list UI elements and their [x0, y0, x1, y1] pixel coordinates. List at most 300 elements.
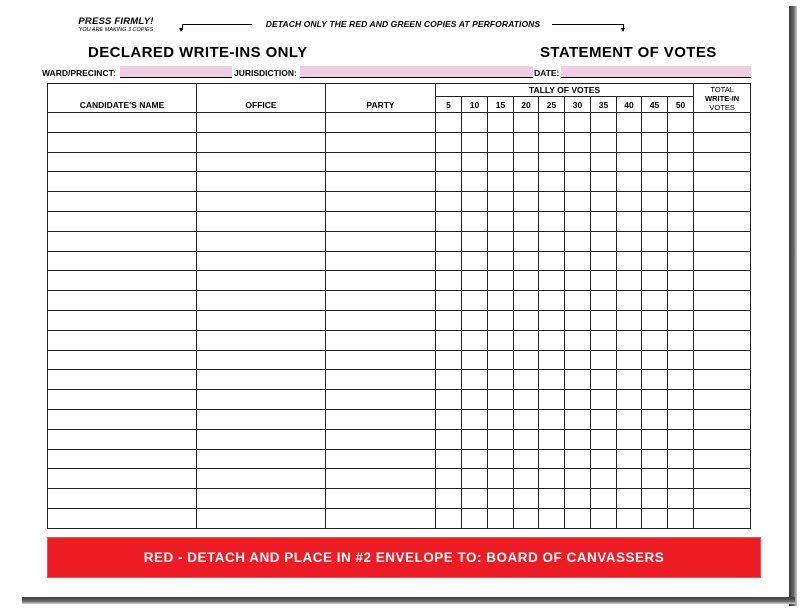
cell-tally-30[interactable] — [565, 469, 591, 489]
cell-candidate-name[interactable] — [48, 508, 197, 528]
cell-tally-20[interactable] — [514, 172, 539, 192]
cell-office[interactable] — [197, 211, 326, 231]
cell-total-write-in-votes[interactable] — [694, 449, 751, 469]
cell-candidate-name[interactable] — [48, 390, 197, 410]
cell-tally-30[interactable] — [565, 390, 591, 410]
cell-tally-50[interactable] — [668, 152, 694, 172]
cell-tally-30[interactable] — [565, 489, 591, 509]
cell-tally-50[interactable] — [668, 330, 694, 350]
cell-tally-5[interactable] — [436, 370, 462, 390]
cell-candidate-name[interactable] — [48, 132, 197, 152]
cell-tally-10[interactable] — [462, 508, 488, 528]
cell-tally-35[interactable] — [591, 310, 617, 330]
cell-tally-30[interactable] — [565, 291, 591, 311]
cell-tally-20[interactable] — [514, 429, 539, 449]
cell-tally-25[interactable] — [539, 291, 565, 311]
cell-tally-30[interactable] — [565, 113, 591, 133]
cell-tally-50[interactable] — [668, 271, 694, 291]
cell-tally-15[interactable] — [488, 350, 514, 370]
cell-tally-45[interactable] — [642, 390, 668, 410]
cell-tally-40[interactable] — [617, 350, 642, 370]
cell-party[interactable] — [326, 508, 436, 528]
cell-tally-40[interactable] — [617, 429, 642, 449]
cell-tally-15[interactable] — [488, 291, 514, 311]
cell-office[interactable] — [197, 390, 326, 410]
cell-candidate-name[interactable] — [48, 429, 197, 449]
cell-candidate-name[interactable] — [48, 330, 197, 350]
table-row — [48, 409, 751, 429]
cell-tally-45[interactable] — [642, 251, 668, 271]
cell-tally-15[interactable] — [488, 231, 514, 251]
cell-candidate-name[interactable] — [48, 489, 197, 509]
cell-tally-35[interactable] — [591, 172, 617, 192]
cell-office[interactable] — [197, 251, 326, 271]
cell-total-write-in-votes[interactable] — [694, 429, 751, 449]
cell-tally-25[interactable] — [539, 449, 565, 469]
cell-tally-25[interactable] — [539, 409, 565, 429]
cell-total-write-in-votes[interactable] — [694, 350, 751, 370]
cell-office[interactable] — [197, 508, 326, 528]
cell-tally-40[interactable] — [617, 271, 642, 291]
cell-tally-25[interactable] — [539, 231, 565, 251]
cell-tally-10[interactable] — [462, 429, 488, 449]
cell-total-write-in-votes[interactable] — [694, 489, 751, 509]
cell-tally-5[interactable] — [436, 350, 462, 370]
cell-party[interactable] — [326, 370, 436, 390]
cell-tally-15[interactable] — [488, 132, 514, 152]
cell-tally-10[interactable] — [462, 192, 488, 212]
cell-tally-25[interactable] — [539, 251, 565, 271]
table-row — [48, 291, 751, 311]
cell-tally-35[interactable] — [591, 192, 617, 212]
cell-tally-20[interactable] — [514, 449, 539, 469]
cell-tally-10[interactable] — [462, 489, 488, 509]
cell-total-write-in-votes[interactable] — [694, 231, 751, 251]
cell-tally-35[interactable] — [591, 132, 617, 152]
cell-office[interactable] — [197, 330, 326, 350]
cell-tally-50[interactable] — [668, 429, 694, 449]
cell-total-write-in-votes[interactable] — [694, 310, 751, 330]
cell-total-write-in-votes[interactable] — [694, 132, 751, 152]
cell-tally-15[interactable] — [488, 429, 514, 449]
cell-tally-50[interactable] — [668, 231, 694, 251]
cell-party[interactable] — [326, 409, 436, 429]
cell-tally-45[interactable] — [642, 113, 668, 133]
cell-tally-20[interactable] — [514, 251, 539, 271]
cell-tally-5[interactable] — [436, 429, 462, 449]
cell-candidate-name[interactable] — [48, 409, 197, 429]
cell-tally-50[interactable] — [668, 469, 694, 489]
cell-total-write-in-votes[interactable] — [694, 192, 751, 212]
cell-total-write-in-votes[interactable] — [694, 330, 751, 350]
cell-tally-45[interactable] — [642, 172, 668, 192]
cell-tally-5[interactable] — [436, 152, 462, 172]
cell-tally-15[interactable] — [488, 370, 514, 390]
cell-tally-20[interactable] — [514, 469, 539, 489]
cell-total-write-in-votes[interactable] — [694, 251, 751, 271]
cell-tally-30[interactable] — [565, 152, 591, 172]
cell-office[interactable] — [197, 429, 326, 449]
cell-tally-10[interactable] — [462, 172, 488, 192]
cell-party[interactable] — [326, 291, 436, 311]
cell-candidate-name[interactable] — [48, 291, 197, 311]
cell-tally-5[interactable] — [436, 192, 462, 212]
cell-tally-5[interactable] — [436, 271, 462, 291]
cell-total-write-in-votes[interactable] — [694, 390, 751, 410]
cell-party[interactable] — [326, 330, 436, 350]
cell-tally-30[interactable] — [565, 409, 591, 429]
cell-tally-20[interactable] — [514, 211, 539, 231]
cell-tally-20[interactable] — [514, 330, 539, 350]
cell-tally-45[interactable] — [642, 211, 668, 231]
cell-tally-10[interactable] — [462, 231, 488, 251]
cell-tally-40[interactable] — [617, 132, 642, 152]
cell-tally-20[interactable] — [514, 508, 539, 528]
cell-tally-25[interactable] — [539, 390, 565, 410]
cell-tally-40[interactable] — [617, 231, 642, 251]
cell-tally-30[interactable] — [565, 192, 591, 212]
cell-candidate-name[interactable] — [48, 231, 197, 251]
cell-tally-35[interactable] — [591, 508, 617, 528]
cell-tally-10[interactable] — [462, 310, 488, 330]
cell-tally-30[interactable] — [565, 449, 591, 469]
cell-office[interactable] — [197, 370, 326, 390]
cell-tally-20[interactable] — [514, 192, 539, 212]
cell-tally-10[interactable] — [462, 330, 488, 350]
cell-tally-30[interactable] — [565, 172, 591, 192]
cell-total-write-in-votes[interactable] — [694, 113, 751, 133]
cell-candidate-name[interactable] — [48, 211, 197, 231]
cell-candidate-name[interactable] — [48, 350, 197, 370]
cell-party[interactable] — [326, 350, 436, 370]
cell-tally-5[interactable] — [436, 211, 462, 231]
cell-tally-30[interactable] — [565, 132, 591, 152]
cell-tally-20[interactable] — [514, 310, 539, 330]
cell-tally-15[interactable] — [488, 113, 514, 133]
cell-tally-25[interactable] — [539, 211, 565, 231]
cell-candidate-name[interactable] — [48, 310, 197, 330]
cell-tally-50[interactable] — [668, 350, 694, 370]
cell-tally-25[interactable] — [539, 152, 565, 172]
cell-party[interactable] — [326, 113, 436, 133]
cell-tally-25[interactable] — [539, 370, 565, 390]
cell-total-write-in-votes[interactable] — [694, 211, 751, 231]
cell-tally-30[interactable] — [565, 251, 591, 271]
cell-office[interactable] — [197, 192, 326, 212]
cell-tally-45[interactable] — [642, 508, 668, 528]
cell-tally-15[interactable] — [488, 152, 514, 172]
cell-tally-50[interactable] — [668, 390, 694, 410]
cell-party[interactable] — [326, 271, 436, 291]
cell-tally-20[interactable] — [514, 132, 539, 152]
cell-tally-10[interactable] — [462, 271, 488, 291]
cell-tally-50[interactable] — [668, 489, 694, 509]
cell-tally-45[interactable] — [642, 192, 668, 212]
cell-tally-50[interactable] — [668, 310, 694, 330]
cell-tally-35[interactable] — [591, 271, 617, 291]
cell-tally-35[interactable] — [591, 211, 617, 231]
cell-office[interactable] — [197, 132, 326, 152]
cell-tally-15[interactable] — [488, 508, 514, 528]
cell-total-write-in-votes[interactable] — [694, 271, 751, 291]
cell-tally-20[interactable] — [514, 291, 539, 311]
cell-tally-20[interactable] — [514, 370, 539, 390]
cell-tally-5[interactable] — [436, 449, 462, 469]
cell-tally-30[interactable] — [565, 508, 591, 528]
cell-tally-20[interactable] — [514, 489, 539, 509]
cell-party[interactable] — [326, 192, 436, 212]
cell-tally-45[interactable] — [642, 291, 668, 311]
cell-tally-25[interactable] — [539, 429, 565, 449]
cell-candidate-name[interactable] — [48, 172, 197, 192]
cell-tally-10[interactable] — [462, 251, 488, 271]
cell-tally-50[interactable] — [668, 172, 694, 192]
cell-tally-20[interactable] — [514, 152, 539, 172]
cell-tally-25[interactable] — [539, 469, 565, 489]
cell-total-write-in-votes[interactable] — [694, 409, 751, 429]
cell-tally-10[interactable] — [462, 113, 488, 133]
cell-tally-40[interactable] — [617, 489, 642, 509]
cell-tally-10[interactable] — [462, 390, 488, 410]
cell-tally-45[interactable] — [642, 409, 668, 429]
cell-tally-5[interactable] — [436, 330, 462, 350]
cell-tally-15[interactable] — [488, 330, 514, 350]
cell-tally-5[interactable] — [436, 508, 462, 528]
cell-tally-25[interactable] — [539, 271, 565, 291]
cell-party[interactable] — [326, 449, 436, 469]
cell-tally-5[interactable] — [436, 409, 462, 429]
cell-candidate-name[interactable] — [48, 192, 197, 212]
cell-tally-5[interactable] — [436, 231, 462, 251]
jurisdiction-input[interactable] — [300, 66, 533, 78]
cell-tally-15[interactable] — [488, 409, 514, 429]
cell-tally-10[interactable] — [462, 350, 488, 370]
cell-tally-50[interactable] — [668, 409, 694, 429]
cell-tally-5[interactable] — [436, 390, 462, 410]
cell-office[interactable] — [197, 350, 326, 370]
cell-tally-50[interactable] — [668, 251, 694, 271]
cell-tally-45[interactable] — [642, 330, 668, 350]
cell-tally-40[interactable] — [617, 330, 642, 350]
cell-candidate-name[interactable] — [48, 152, 197, 172]
cell-candidate-name[interactable] — [48, 113, 197, 133]
cell-tally-45[interactable] — [642, 152, 668, 172]
cell-tally-10[interactable] — [462, 449, 488, 469]
cell-tally-50[interactable] — [668, 113, 694, 133]
cell-tally-40[interactable] — [617, 291, 642, 311]
cell-party[interactable] — [326, 132, 436, 152]
cell-tally-35[interactable] — [591, 152, 617, 172]
cell-tally-10[interactable] — [462, 132, 488, 152]
cell-tally-5[interactable] — [436, 291, 462, 311]
cell-party[interactable] — [326, 489, 436, 509]
cell-tally-35[interactable] — [591, 350, 617, 370]
cell-tally-10[interactable] — [462, 409, 488, 429]
cell-tally-25[interactable] — [539, 489, 565, 509]
cell-tally-50[interactable] — [668, 449, 694, 469]
cell-office[interactable] — [197, 172, 326, 192]
cell-tally-25[interactable] — [539, 172, 565, 192]
cell-tally-20[interactable] — [514, 271, 539, 291]
cell-office[interactable] — [197, 271, 326, 291]
cell-tally-40[interactable] — [617, 152, 642, 172]
cell-party[interactable] — [326, 310, 436, 330]
cell-total-write-in-votes[interactable] — [694, 152, 751, 172]
cell-tally-25[interactable] — [539, 132, 565, 152]
cell-tally-10[interactable] — [462, 211, 488, 231]
cell-tally-20[interactable] — [514, 390, 539, 410]
cell-party[interactable] — [326, 152, 436, 172]
cell-candidate-name[interactable] — [48, 469, 197, 489]
cell-tally-50[interactable] — [668, 370, 694, 390]
cell-tally-45[interactable] — [642, 489, 668, 509]
cell-tally-40[interactable] — [617, 469, 642, 489]
cell-total-write-in-votes[interactable] — [694, 172, 751, 192]
cell-total-write-in-votes[interactable] — [694, 508, 751, 528]
cell-party[interactable] — [326, 231, 436, 251]
cell-tally-40[interactable] — [617, 113, 642, 133]
cell-tally-40[interactable] — [617, 390, 642, 410]
cell-tally-50[interactable] — [668, 132, 694, 152]
cell-party[interactable] — [326, 429, 436, 449]
cell-tally-15[interactable] — [488, 449, 514, 469]
cell-tally-30[interactable] — [565, 429, 591, 449]
cell-tally-25[interactable] — [539, 113, 565, 133]
cell-total-write-in-votes[interactable] — [694, 291, 751, 311]
cell-tally-40[interactable] — [617, 449, 642, 469]
cell-tally-15[interactable] — [488, 172, 514, 192]
cell-office[interactable] — [197, 489, 326, 509]
cell-tally-35[interactable] — [591, 390, 617, 410]
cell-tally-5[interactable] — [436, 172, 462, 192]
cell-candidate-name[interactable] — [48, 271, 197, 291]
cell-tally-20[interactable] — [514, 350, 539, 370]
cell-tally-5[interactable] — [436, 251, 462, 271]
cell-tally-15[interactable] — [488, 469, 514, 489]
cell-candidate-name[interactable] — [48, 251, 197, 271]
cell-tally-25[interactable] — [539, 330, 565, 350]
cell-tally-5[interactable] — [436, 310, 462, 330]
cell-tally-40[interactable] — [617, 192, 642, 212]
cell-office[interactable] — [197, 291, 326, 311]
cell-tally-5[interactable] — [436, 489, 462, 509]
cell-tally-20[interactable] — [514, 409, 539, 429]
cell-tally-45[interactable] — [642, 370, 668, 390]
cell-tally-25[interactable] — [539, 350, 565, 370]
cell-tally-40[interactable] — [617, 310, 642, 330]
cell-tally-40[interactable] — [617, 370, 642, 390]
cell-tally-50[interactable] — [668, 211, 694, 231]
cell-tally-35[interactable] — [591, 370, 617, 390]
cell-tally-35[interactable] — [591, 251, 617, 271]
table-row — [48, 449, 751, 469]
cell-tally-30[interactable] — [565, 350, 591, 370]
cell-office[interactable] — [197, 310, 326, 330]
cell-tally-10[interactable] — [462, 370, 488, 390]
cell-tally-45[interactable] — [642, 429, 668, 449]
cell-tally-5[interactable] — [436, 113, 462, 133]
cell-office[interactable] — [197, 469, 326, 489]
cell-total-write-in-votes[interactable] — [694, 370, 751, 390]
cell-tally-15[interactable] — [488, 489, 514, 509]
cell-tally-45[interactable] — [642, 231, 668, 251]
cell-tally-40[interactable] — [617, 508, 642, 528]
cell-tally-15[interactable] — [488, 211, 514, 231]
cell-tally-35[interactable] — [591, 469, 617, 489]
cell-tally-20[interactable] — [514, 113, 539, 133]
cell-tally-15[interactable] — [488, 390, 514, 410]
cell-party[interactable] — [326, 469, 436, 489]
cell-tally-45[interactable] — [642, 310, 668, 330]
cell-office[interactable] — [197, 449, 326, 469]
cell-tally-35[interactable] — [591, 409, 617, 429]
cell-tally-45[interactable] — [642, 469, 668, 489]
cell-tally-30[interactable] — [565, 211, 591, 231]
cell-tally-35[interactable] — [591, 231, 617, 251]
cell-tally-45[interactable] — [642, 271, 668, 291]
cell-tally-45[interactable] — [642, 449, 668, 469]
ward-precinct-input[interactable] — [120, 66, 232, 78]
cell-tally-50[interactable] — [668, 291, 694, 311]
cell-tally-15[interactable] — [488, 271, 514, 291]
cell-total-write-in-votes[interactable] — [694, 469, 751, 489]
cell-tally-35[interactable] — [591, 291, 617, 311]
cell-tally-30[interactable] — [565, 370, 591, 390]
cell-tally-40[interactable] — [617, 172, 642, 192]
cell-office[interactable] — [197, 152, 326, 172]
cell-tally-35[interactable] — [591, 429, 617, 449]
cell-tally-10[interactable] — [462, 469, 488, 489]
cell-tally-15[interactable] — [488, 310, 514, 330]
cell-tally-50[interactable] — [668, 192, 694, 212]
cell-tally-10[interactable] — [462, 291, 488, 311]
cell-tally-25[interactable] — [539, 508, 565, 528]
cell-tally-35[interactable] — [591, 449, 617, 469]
cell-tally-30[interactable] — [565, 330, 591, 350]
cell-tally-40[interactable] — [617, 251, 642, 271]
cell-tally-25[interactable] — [539, 192, 565, 212]
cell-tally-40[interactable] — [617, 409, 642, 429]
cell-office[interactable] — [197, 113, 326, 133]
cell-tally-30[interactable] — [565, 310, 591, 330]
date-input[interactable] — [561, 66, 751, 78]
cell-tally-25[interactable] — [539, 310, 565, 330]
cell-tally-50[interactable] — [668, 508, 694, 528]
cell-tally-35[interactable] — [591, 113, 617, 133]
cell-tally-35[interactable] — [591, 489, 617, 509]
cell-office[interactable] — [197, 231, 326, 251]
cell-party[interactable] — [326, 390, 436, 410]
cell-tally-45[interactable] — [642, 132, 668, 152]
cell-tally-20[interactable] — [514, 231, 539, 251]
cell-tally-40[interactable] — [617, 211, 642, 231]
cell-tally-10[interactable] — [462, 152, 488, 172]
cell-tally-15[interactable] — [488, 251, 514, 271]
cell-tally-45[interactable] — [642, 350, 668, 370]
cell-tally-30[interactable] — [565, 231, 591, 251]
cell-tally-30[interactable] — [565, 271, 591, 291]
cell-party[interactable] — [326, 172, 436, 192]
cell-tally-15[interactable] — [488, 192, 514, 212]
cell-tally-35[interactable] — [591, 330, 617, 350]
cell-candidate-name[interactable] — [48, 449, 197, 469]
cell-party[interactable] — [326, 251, 436, 271]
cell-tally-5[interactable] — [436, 132, 462, 152]
cell-tally-5[interactable] — [436, 469, 462, 489]
cell-office[interactable] — [197, 409, 326, 429]
cell-candidate-name[interactable] — [48, 370, 197, 390]
cell-party[interactable] — [326, 211, 436, 231]
